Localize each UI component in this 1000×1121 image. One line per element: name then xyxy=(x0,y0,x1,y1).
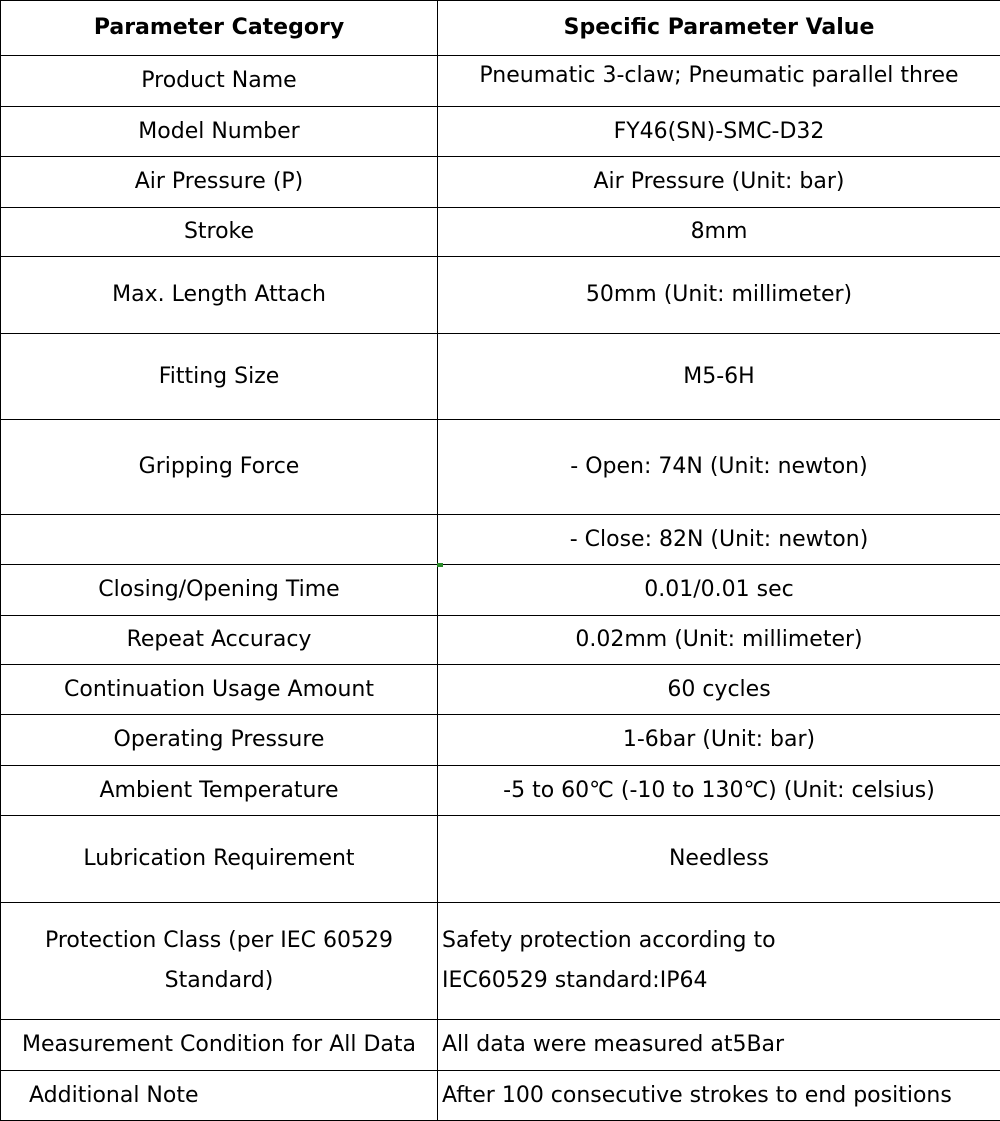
row-value: - Open: 74N (Unit: newton) xyxy=(438,420,1000,515)
row-category: Model Number xyxy=(1,107,438,157)
row-category: Closing/Opening Time xyxy=(1,565,438,616)
header-parameter-category: Parameter Category xyxy=(1,1,438,56)
row-value xyxy=(438,903,1000,1020)
row-category: Product Name xyxy=(1,56,438,107)
row-value: 0.02mm (Unit: millimeter) xyxy=(438,616,1000,665)
table-row xyxy=(1,157,1000,208)
table-row xyxy=(1,208,1000,257)
row-value: 60 cycles xyxy=(438,665,1000,715)
row-value: All data were measured at5Bar xyxy=(438,1020,1000,1071)
row-value: - Close: 82N (Unit: newton) xyxy=(438,515,1000,565)
row-value: 0.01/0.01 sec xyxy=(438,565,1000,616)
row-category: Fitting Size xyxy=(1,334,438,420)
table-row xyxy=(1,1071,1000,1121)
table-row xyxy=(1,903,1000,1020)
table-row xyxy=(1,334,1000,420)
row-category: Continuation Usage Amount xyxy=(1,665,438,715)
table-row xyxy=(1,515,1000,565)
row-category xyxy=(1,515,438,565)
table-row xyxy=(1,616,1000,665)
table-row xyxy=(1,565,1000,616)
row-value: -5 to 60℃ (-10 to 130℃) (Unit: celsius) xyxy=(438,766,1000,816)
table-row xyxy=(1,715,1000,766)
row-category: Repeat Accuracy xyxy=(1,616,438,665)
row-category-line: Standard) xyxy=(5,961,433,1001)
row-value: Air Pressure (Unit: bar) xyxy=(438,157,1000,208)
row-category: Lubrication Requirement xyxy=(1,816,438,903)
table-row xyxy=(1,766,1000,816)
row-category: Additional Note xyxy=(1,1071,438,1121)
row-value: 1-6bar (Unit: bar) xyxy=(438,715,1000,766)
table-row xyxy=(1,107,1000,157)
row-category: Ambient Temperature xyxy=(1,766,438,816)
table-row xyxy=(1,1020,1000,1071)
table-row xyxy=(1,665,1000,715)
row-category: Gripping Force xyxy=(1,420,438,515)
row-value: 8mm xyxy=(438,208,1000,257)
cell-corner-marker xyxy=(437,563,443,567)
row-category xyxy=(1,903,438,1020)
row-category: Max. Length Attach xyxy=(1,257,438,334)
row-category-line: Protection Class (per IEC 60529 xyxy=(5,921,433,961)
table-row xyxy=(1,816,1000,903)
row-value: After 100 consecutive strokes to end positions xyxy=(438,1071,1000,1121)
row-category: Measurement Condition for All Data xyxy=(1,1020,438,1071)
row-category: Stroke xyxy=(1,208,438,257)
row-value: M5-6H xyxy=(438,334,1000,420)
row-value-line: IEC60529 standard:IP64 xyxy=(442,961,996,1001)
row-value: 50mm (Unit: millimeter) xyxy=(438,257,1000,334)
row-value: Needless xyxy=(438,816,1000,903)
row-category: Operating Pressure xyxy=(1,715,438,766)
table-row xyxy=(1,420,1000,515)
table-row xyxy=(1,257,1000,334)
table-header-row xyxy=(1,1,1000,56)
header-parameter-value: Specific Parameter Value xyxy=(438,1,1000,56)
row-value-line: Safety protection according to xyxy=(442,921,996,961)
row-value: Pneumatic 3-claw; Pneumatic parallel three xyxy=(438,56,1000,107)
row-value: FY46(SN)-SMC-D32 xyxy=(438,107,1000,157)
table-row xyxy=(1,56,1000,107)
row-category: Air Pressure (P) xyxy=(1,157,438,208)
